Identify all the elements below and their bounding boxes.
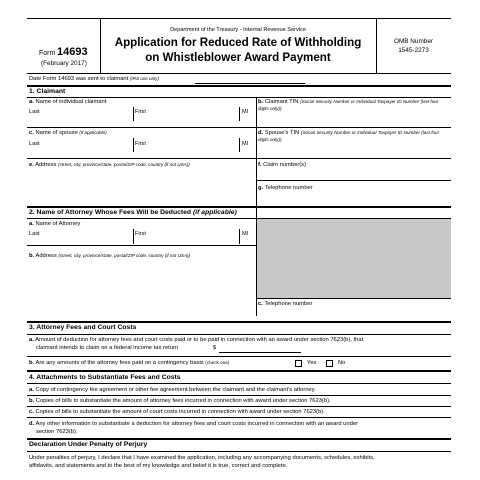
- attorney-address-text: Address: [35, 253, 57, 259]
- letter-1a: a.: [29, 99, 34, 105]
- claimant-name-label: [29, 99, 106, 106]
- divider: [27, 417, 451, 418]
- spouse-tin-input[interactable]: [258, 145, 450, 157]
- letter-1d: d.: [258, 130, 264, 136]
- attachment-a: [29, 387, 316, 394]
- attachment-b: [29, 398, 331, 405]
- attorney-phone-text: Telephone number: [264, 301, 313, 307]
- letter-4d: d.: [29, 421, 35, 427]
- section2-rule: [27, 206, 451, 208]
- letter-4c: c.: [29, 409, 34, 415]
- claimant-tin-text: Claimant TIN: [264, 99, 299, 105]
- section1-title: 1. Claimant: [29, 88, 66, 95]
- fees-amount-text1: Amount of deduction for attorney fees and court costs paid or to be paid in connection with an award under section 7623(b), that: [35, 337, 364, 343]
- contingency-note: (check one): [205, 360, 230, 365]
- contingency-no-label: No: [338, 360, 346, 366]
- spouse-first-label: First: [135, 141, 146, 147]
- divider: [256, 180, 451, 181]
- letter-1f: f.: [258, 162, 262, 168]
- claimant-tin-label: [258, 99, 450, 113]
- claimant-address-note: (street, city, province/state, postal/ZIP code, country (if not USA)): [58, 162, 190, 167]
- attorney-address-label: [29, 253, 190, 260]
- attachment-d: [29, 421, 358, 428]
- letter-4a: a.: [29, 387, 34, 393]
- form-title-line1: Application for Reduced Rate of Withholding: [114, 36, 362, 49]
- form-date: (February 2017): [41, 60, 87, 67]
- divider: [27, 245, 256, 246]
- spouse-name-label: [29, 130, 107, 137]
- claimant-address-text: Address: [35, 162, 57, 168]
- section4-title-rule: [27, 383, 451, 384]
- letter-2b: b.: [29, 253, 35, 259]
- attorney-mi-label: MI: [242, 231, 249, 237]
- spouse-name-note: (if applicable): [79, 130, 107, 135]
- attorney-address-note: (street, city, province/state, postal/ZIP code, country (if not USA)): [58, 253, 191, 258]
- form-title-line2: on Whistleblower Award Payment: [145, 51, 331, 64]
- declaration-title: Declaration Under Penalty of Perjury: [29, 441, 148, 448]
- letter-2a: a.: [29, 221, 34, 227]
- shaded-area: [257, 219, 451, 298]
- spouse-name-text: Name of spouse: [35, 130, 78, 136]
- claimant-address-label: [29, 162, 190, 169]
- letter-1e: e.: [29, 162, 34, 168]
- attorney-first-label: First: [135, 231, 146, 237]
- claimant-mi-label: MI: [242, 109, 249, 115]
- date-sent-label: Date Form 14693 was sent to claimant: [29, 76, 129, 82]
- divider: [256, 298, 451, 299]
- claimant-first-label: First: [135, 109, 146, 115]
- letter-1c: c.: [29, 130, 34, 136]
- section2-title-note: (if applicable): [192, 209, 237, 216]
- department-line: Department of the Treasury - Internal Revenue Service: [170, 27, 306, 33]
- section3-rule: [27, 321, 451, 323]
- section1-title-rule: [27, 97, 451, 98]
- attachment-a-text: Copy of contingency fee agreement or other fee agreement between the claimant and the claimant's attorney.: [35, 387, 316, 393]
- letter-1g: g.: [258, 185, 264, 191]
- letter-3a: a.: [29, 337, 34, 343]
- claimant-tin-input[interactable]: [258, 115, 450, 127]
- letter-4b: b.: [29, 398, 35, 404]
- contingency-text: Are any amounts of the attorney fees paid on a contingency basis: [35, 360, 204, 366]
- section3-title: 3. Attorney Fees and Court Costs: [29, 324, 137, 331]
- letter-3b: b.: [29, 360, 35, 366]
- section2-title-row: [29, 209, 237, 217]
- date-sent-field[interactable]: [195, 83, 305, 84]
- spouse-tin-text: Spouse's TIN: [264, 130, 300, 136]
- date-sent-note: (IRS use only): [129, 76, 159, 81]
- fees-amount-input[interactable]: [219, 352, 301, 353]
- spouse-tin-label: [258, 130, 450, 144]
- declaration-line1: Under penalties of perjury, I declare that I have examined the application, including any accompanying documents, schedules, exhibits,: [29, 455, 375, 461]
- claim-number-text: Claim number(s): [263, 162, 307, 168]
- attorney-address-input[interactable]: [29, 261, 255, 315]
- form-number: 14693: [57, 46, 88, 58]
- fees-amount-line2: claimant intends to claim on a federal income tax return: [36, 345, 179, 351]
- attachment-c: [29, 409, 325, 416]
- claimant-name-input[interactable]: [29, 107, 256, 121]
- divider: [27, 158, 451, 159]
- declaration-rule: [27, 438, 451, 440]
- section2-title: 2. Name of Attorney Whose Fees Will be Deducted: [29, 209, 192, 216]
- spouse-mi-label: MI: [242, 141, 249, 147]
- letter-1b: b.: [258, 99, 264, 105]
- contingency-yes-checkbox[interactable]: [295, 360, 302, 367]
- form-14693: [27, 0, 451, 480]
- divider: [27, 127, 451, 128]
- form-id-block: [39, 46, 99, 59]
- attachment-d-text: Any other information to substantiate a deduction for attorney fees and court costs incurred in connection with an award under: [35, 421, 359, 427]
- attorney-name-label: [29, 221, 80, 228]
- attorney-name-input[interactable]: [29, 229, 256, 244]
- fees-amount-line1: [29, 337, 363, 344]
- divider: [27, 406, 451, 407]
- spouse-last-label: Last: [29, 141, 40, 147]
- attorney-phone-label: [258, 301, 312, 308]
- form-word: Form: [39, 50, 56, 57]
- contingency-question: [29, 360, 229, 367]
- omb-label: OMB Number: [393, 38, 434, 45]
- claimant-phone-label: [258, 185, 313, 192]
- claimant-phone-input[interactable]: [258, 193, 450, 201]
- divider: [27, 395, 451, 396]
- omb-number: 1545-2273: [398, 47, 429, 54]
- header-bottom-rule: [27, 73, 451, 74]
- divider: [27, 356, 451, 357]
- attachment-d-line2: section 7623(b).: [36, 429, 78, 435]
- dollar-sign: $: [213, 345, 217, 351]
- section4-title: 4. Attachments to Substantiate Fees and Costs: [29, 374, 181, 381]
- section3-title-rule: [27, 334, 451, 335]
- attorney-phone-input[interactable]: [258, 308, 450, 315]
- attachment-b-text: Copies of bills to substantiate the amount of attorney fees incurred in connection with award under section 7623(b).: [35, 398, 331, 404]
- attorney-last-label: Last: [29, 231, 40, 237]
- attachment-c-text: Copies of bills to substantiate the amount of court costs incurred in connection with award under section 7623(b).: [35, 409, 325, 415]
- spouse-tin-note: (Social Security Number or Individual Taxpayer ID Number (last four digits only)): [258, 130, 440, 142]
- spouse-name-input[interactable]: [29, 138, 256, 152]
- date-sent-row: [29, 76, 159, 83]
- claim-number-label: [258, 162, 306, 169]
- claim-number-input[interactable]: [258, 170, 450, 178]
- section4-rule: [27, 370, 451, 372]
- declaration-title-rule: [27, 451, 451, 452]
- claimant-name-text: Name of individual claimant: [35, 99, 107, 105]
- header-top-rule: [27, 18, 451, 19]
- letter-2c: c.: [258, 301, 263, 307]
- attorney-name-text: Name of Attorney: [35, 221, 81, 227]
- declaration-line2: affidavits, and statements and to the best of my knowledge and belief it is true, correct and complete.: [29, 463, 288, 469]
- contingency-yes-label: Yes: [307, 360, 317, 366]
- claimant-phone-text: Telephone number: [264, 185, 313, 191]
- claimant-last-label: Last: [29, 109, 40, 115]
- section1-rule: [27, 85, 451, 87]
- contingency-no-checkbox[interactable]: [326, 360, 333, 367]
- claimant-tin-note: (Social Security Number or Individual Taxpayer ID Number (last four digits only)): [258, 99, 439, 111]
